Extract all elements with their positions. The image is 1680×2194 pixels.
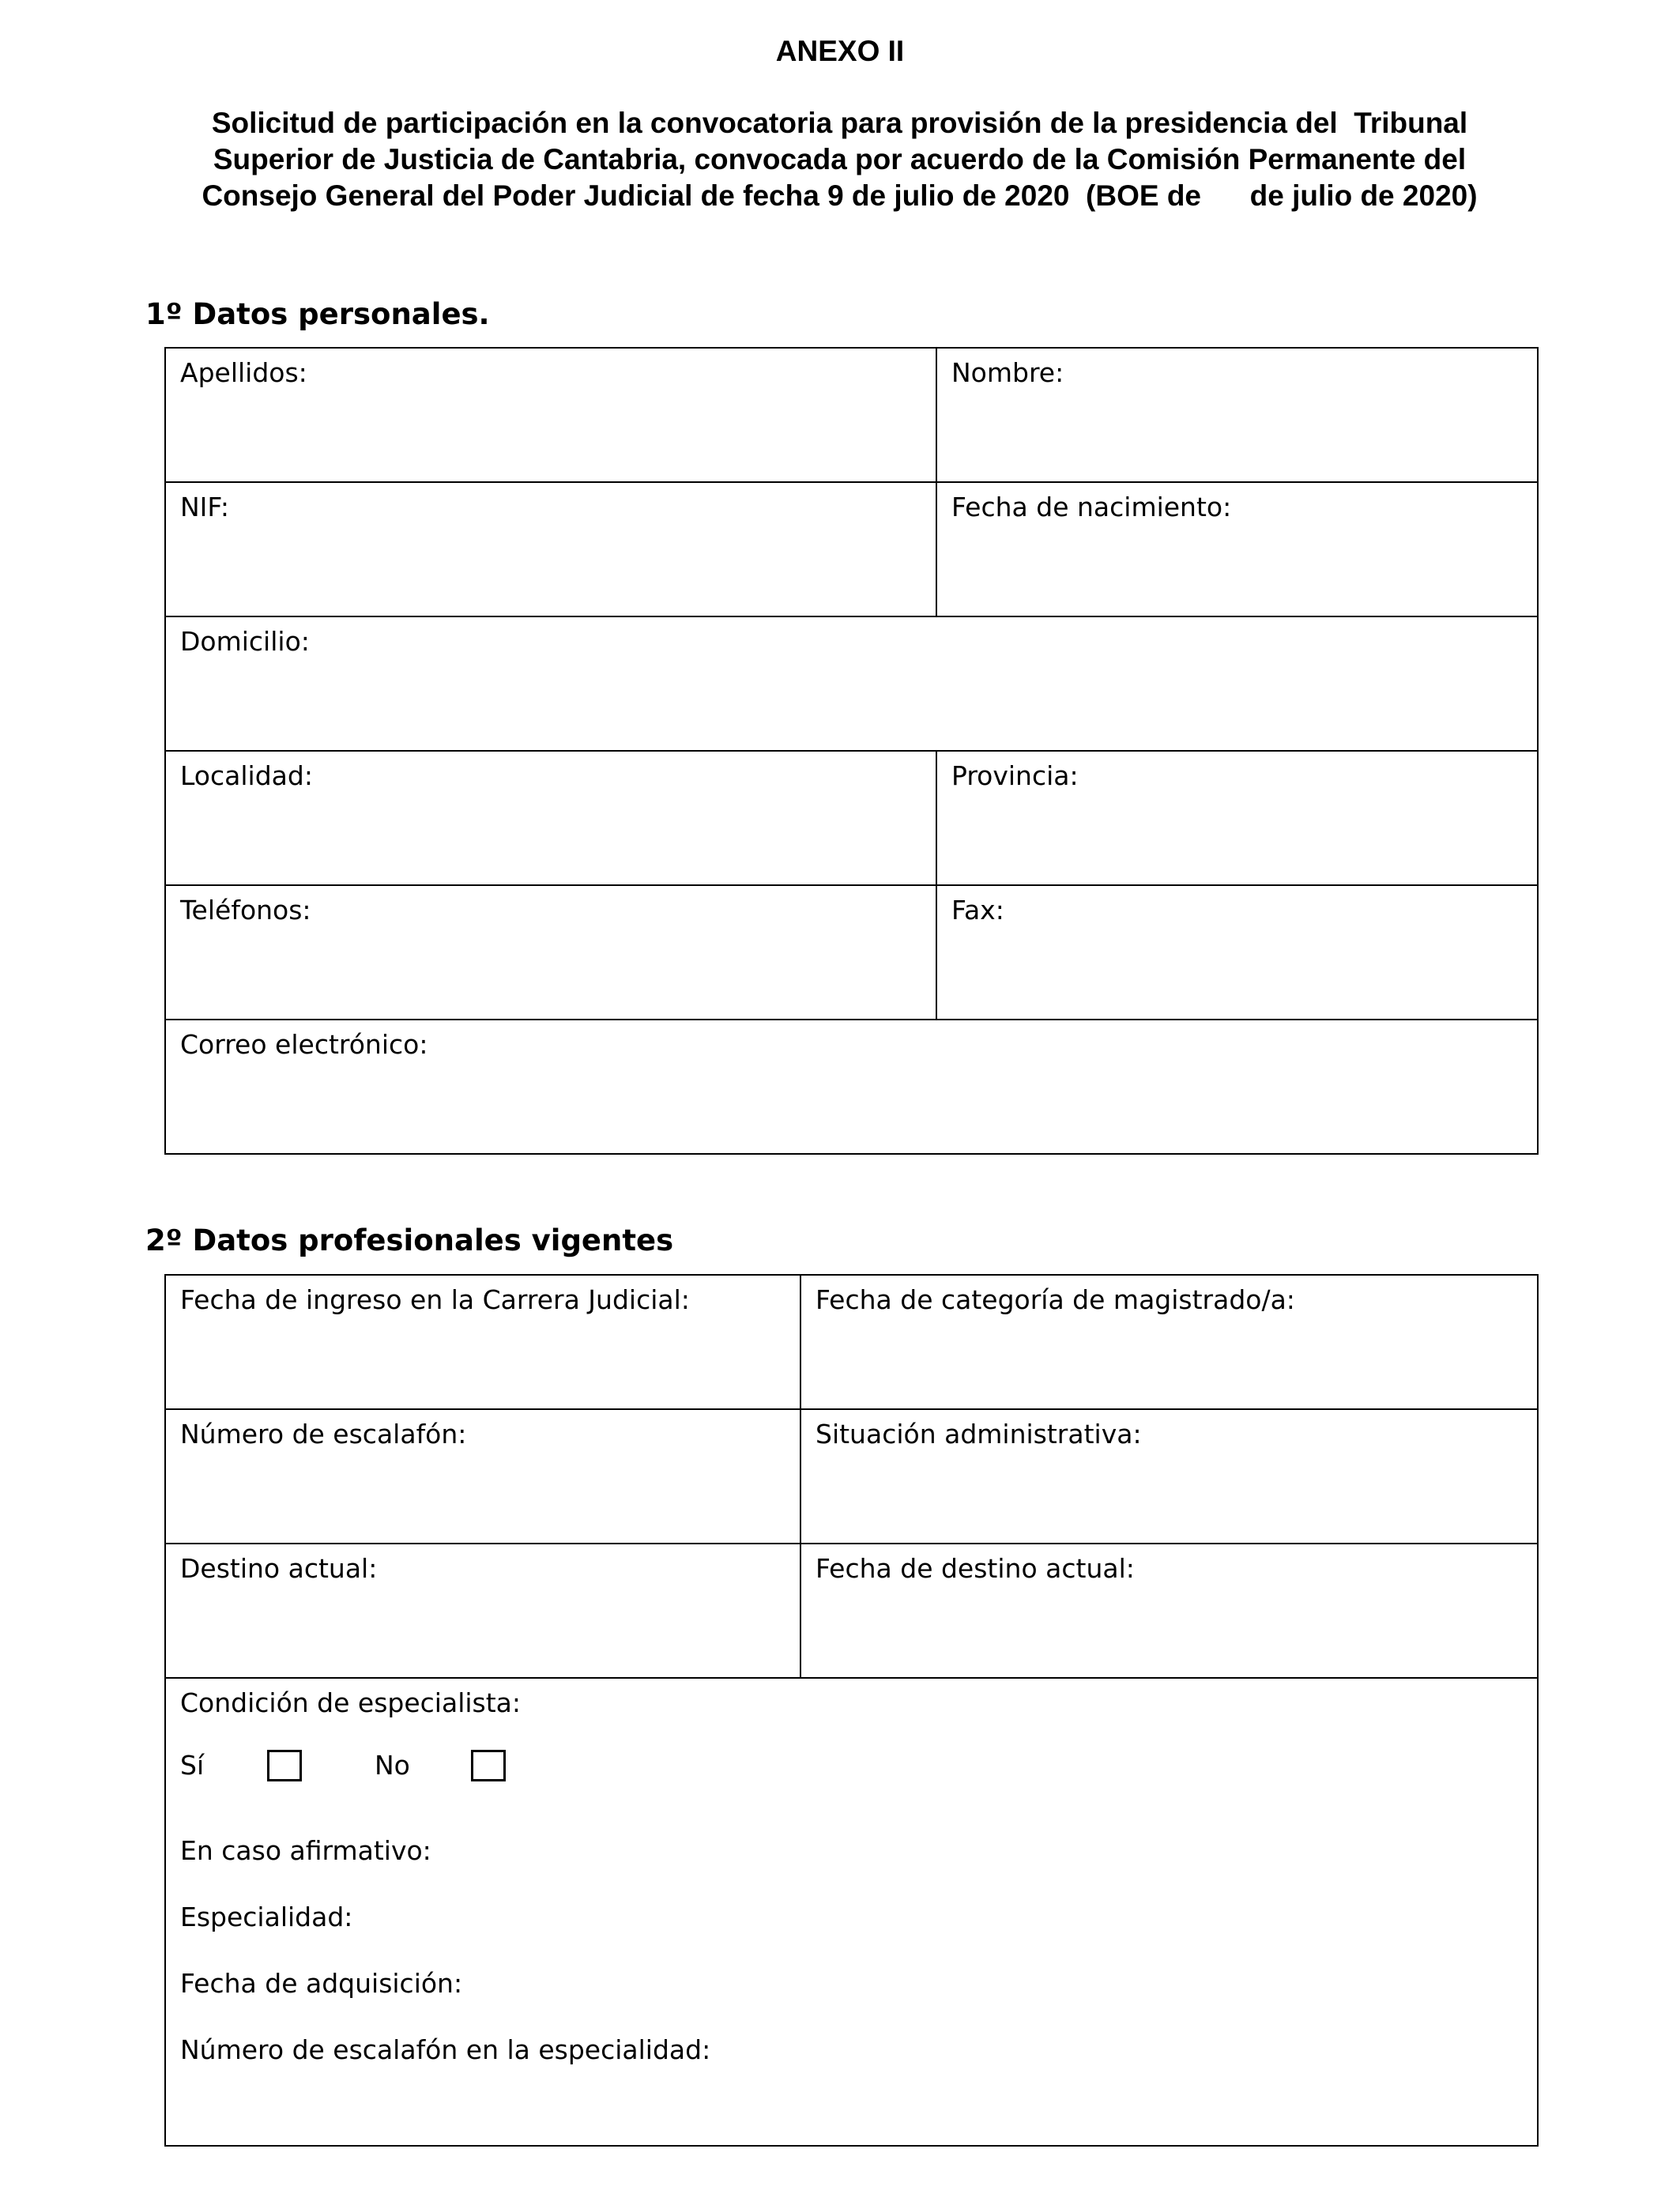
si-no-options xyxy=(180,1746,1524,1785)
professional-data-table xyxy=(164,1274,1539,2147)
localidad-field[interactable] xyxy=(165,751,936,885)
fecha-adquisicion-field[interactable]: Fecha de adquisición: xyxy=(180,1968,463,1999)
telefonos-label: Teléfonos: xyxy=(180,895,311,925)
si-label: Sí xyxy=(180,1750,205,1781)
table-row xyxy=(165,885,1538,1020)
table-row xyxy=(165,1409,1538,1544)
fecha-destino-field[interactable] xyxy=(800,1544,1538,1678)
numero-escalafon-especialidad-field[interactable]: Número de escalafón en la especialidad: xyxy=(180,2034,711,2065)
nombre-field[interactable] xyxy=(936,348,1538,482)
correo-field[interactable] xyxy=(165,1020,1538,1154)
situacion-field[interactable] xyxy=(800,1409,1538,1544)
apellidos-label: Apellidos: xyxy=(180,357,307,388)
document-subtitle xyxy=(119,105,1561,214)
table-row xyxy=(165,751,1538,885)
situacion-label: Situación administrativa: xyxy=(816,1419,1142,1449)
fecha-nacimiento-field[interactable] xyxy=(936,482,1538,616)
nif-field[interactable] xyxy=(165,482,936,616)
caso-afirmativo-label: En caso afirmativo: xyxy=(180,1835,431,1866)
table-row xyxy=(165,616,1538,751)
numero-escalafon-label: Número de escalafón: xyxy=(180,1419,467,1449)
fecha-nacimiento-label: Fecha de nacimiento: xyxy=(951,492,1232,522)
localidad-label: Localidad: xyxy=(180,760,313,791)
section-1-heading: 1º Datos personales. xyxy=(145,297,490,331)
especialista-section xyxy=(165,1678,1538,2146)
personal-data-table xyxy=(164,347,1539,1155)
especialidad-field[interactable]: Especialidad: xyxy=(180,1902,353,1932)
si-checkbox[interactable] xyxy=(267,1750,302,1781)
table-row xyxy=(165,348,1538,482)
domicilio-field[interactable] xyxy=(165,616,1538,751)
table-row xyxy=(165,1275,1538,1409)
fecha-destino-label: Fecha de destino actual: xyxy=(816,1553,1135,1584)
fecha-categoria-field[interactable] xyxy=(800,1275,1538,1409)
provincia-label: Provincia: xyxy=(951,760,1079,791)
condicion-especialista-label: Condición de especialista: xyxy=(180,1687,521,1718)
table-row xyxy=(165,1020,1538,1154)
numero-escalafon-field[interactable] xyxy=(165,1409,800,1544)
no-label: No xyxy=(375,1750,410,1781)
annex-title: ANEXO II xyxy=(775,35,905,67)
fax-field[interactable] xyxy=(936,885,1538,1020)
no-checkbox[interactable] xyxy=(471,1750,506,1781)
domicilio-label: Domicilio: xyxy=(180,626,310,657)
section-2-heading: 2º Datos profesionales vigentes xyxy=(145,1223,674,1257)
nombre-label: Nombre: xyxy=(951,357,1064,388)
fecha-ingreso-field[interactable] xyxy=(165,1275,800,1409)
provincia-field[interactable] xyxy=(936,751,1538,885)
subtitle-line-1: Solicitud de participación en la convocatoria para provisión de la presidencia del Tribunal xyxy=(211,107,1468,139)
subtitle-line-2: Superior de Justicia de Cantabria, convocada por acuerdo de la Comisión Permanente del xyxy=(213,143,1467,175)
correo-label: Correo electrónico: xyxy=(180,1029,428,1060)
fecha-categoria-label: Fecha de categoría de magistrado/a: xyxy=(816,1284,1295,1315)
destino-actual-label: Destino actual: xyxy=(180,1553,378,1584)
apellidos-field[interactable] xyxy=(165,348,936,482)
nif-label: NIF: xyxy=(180,492,229,522)
subtitle-line-3: Consejo General del Poder Judicial de fecha 9 de julio de 2020 (BOE de de julio de 2020) xyxy=(202,179,1478,212)
table-row xyxy=(165,1678,1538,2146)
fax-label: Fax: xyxy=(951,895,1004,925)
destino-actual-field[interactable] xyxy=(165,1544,800,1678)
table-row xyxy=(165,1544,1538,1678)
fecha-ingreso-label: Fecha de ingreso en la Carrera Judicial: xyxy=(180,1284,690,1315)
table-row xyxy=(165,482,1538,616)
telefonos-field[interactable] xyxy=(165,885,936,1020)
